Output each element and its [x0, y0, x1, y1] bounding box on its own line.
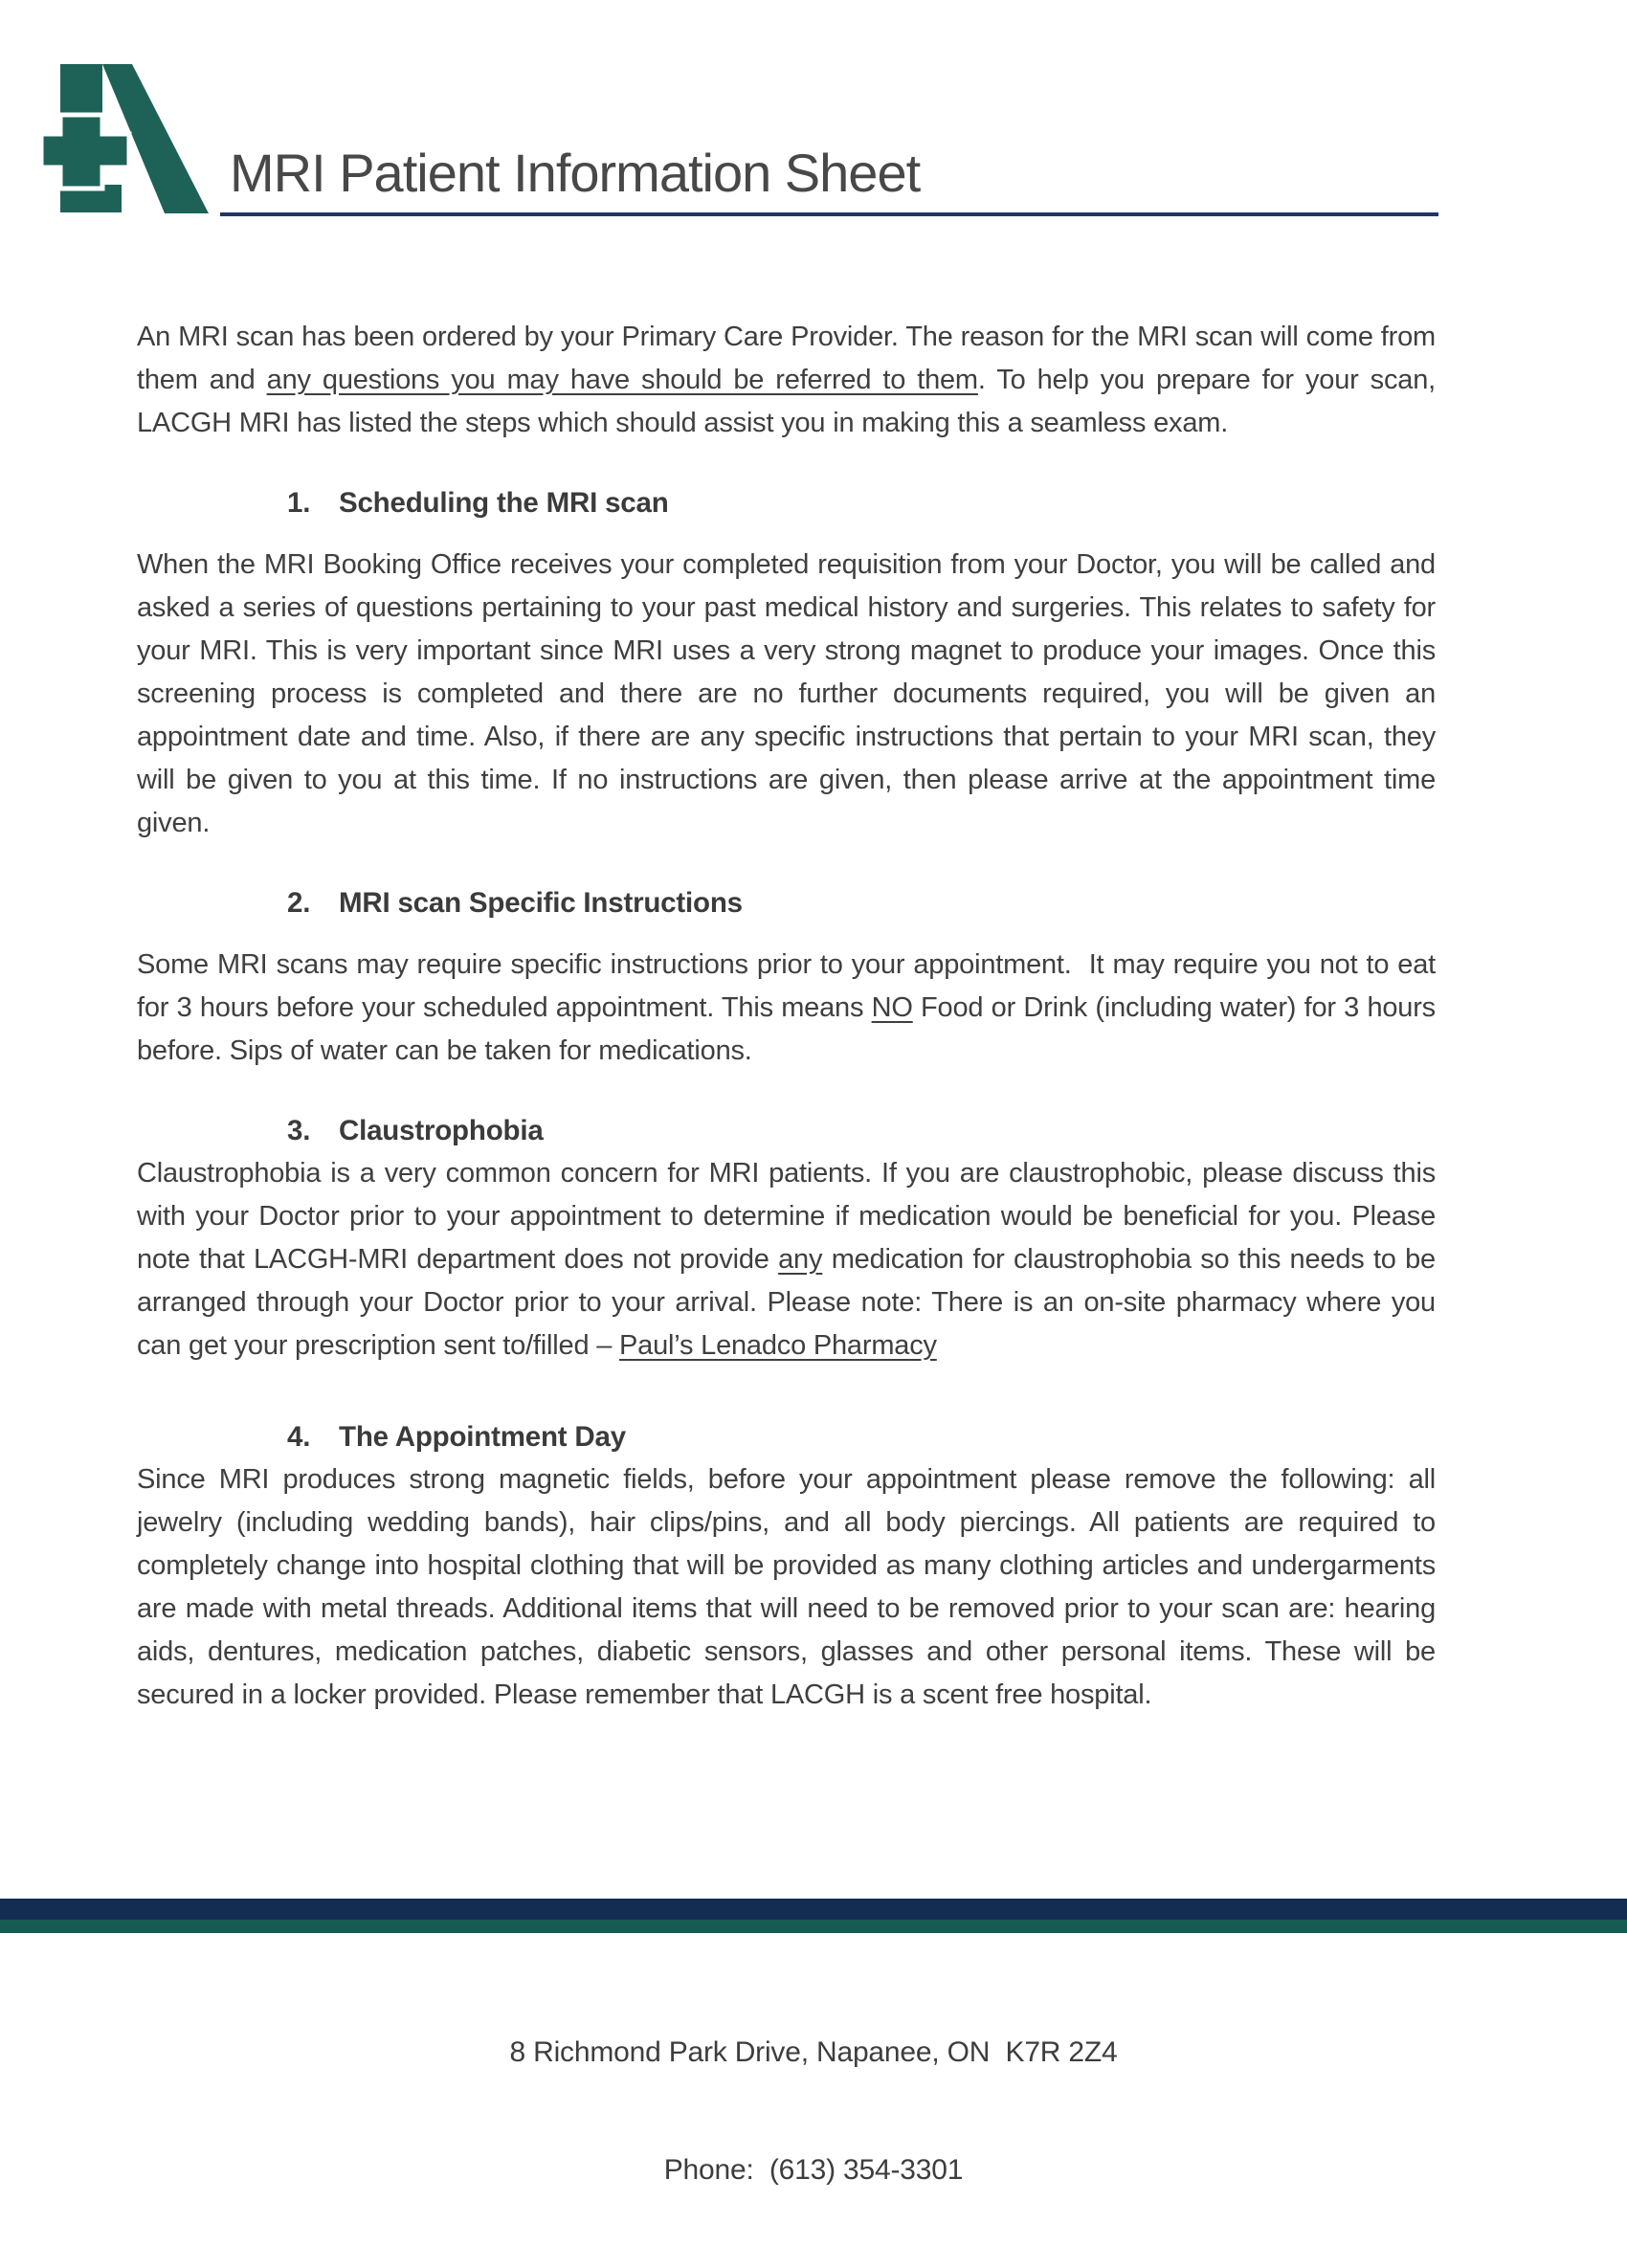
section-paragraph	[137, 1458, 1443, 1717]
document-section	[137, 1415, 1443, 1717]
section-heading	[137, 481, 1436, 524]
text-run: medication for claustrophobia so this needs to be arranged through your Doctor prior to your arrival. Please note: There is an on-site pharmacy where you can get your prescription sent to/filled –	[137, 1244, 1443, 1361]
section-paragraph	[137, 544, 1443, 845]
footer-address: 8 Richmond Park Drive, Napanee, ON K7R 2Z4	[509, 2036, 1118, 2068]
section-title: The Appointment Day	[339, 1421, 626, 1453]
section-title: Claustrophobia	[339, 1115, 544, 1146]
text-run: Since MRI produces strong magnetic fields, before your appointment please remove the following: all jewelry (including wedding bands), hair clips/pins, and all body piercings. All patients are required to completely change into hospital clothing that will be provided as many clothing articles and undergarments are made with metal threads. Additional items that will need to be removed prior to your scan are: hearing aids, dentures, medication patches, diabetic sensors, glasses and other personal items. These will be secured in a locker provided. Please remember that LACGH is a scent free hospital.	[137, 1464, 1443, 1710]
underlined-text: NO	[871, 992, 913, 1023]
section-number: 3.	[287, 1115, 311, 1146]
underlined-text: Paul’s Lenadco Pharmacy	[619, 1330, 937, 1361]
document-body	[137, 316, 1443, 1717]
medical-cross-icon	[41, 115, 129, 189]
footer-bar-navy	[0, 1899, 1627, 1920]
section-list	[137, 481, 1443, 1717]
footer-phone: Phone: (613) 354-3301	[663, 2154, 964, 2186]
text-run: An MRI scan has been ordered by your Primary Care Provider. The reason for the MRI scan will come from them and	[137, 322, 1443, 395]
section-title: MRI scan Specific Instructions	[339, 887, 743, 919]
section-heading	[137, 881, 1436, 924]
section-title: Scheduling the MRI scan	[339, 487, 669, 519]
document-section	[137, 1109, 1443, 1367]
text-run: When the MRI Booking Office receives your completed requisition from your Doctor, you will be called and asked a series of questions pertaining to your past medical history and surgeries. This relates to safety for your MRI. This is very important since MRI uses a very strong magnet to produce your images. Once this screening process is completed and there are no further documents required, you will be given an appointment date and time. Also, if there are any specific instructions that pertain to your MRI scan, they will be given to you at this time. If no instructions are given, then please arrive at the appointment time given.	[137, 549, 1443, 838]
text-run: Food or Drink (including water) for 3 hours before. Sips of water can be taken for medications.	[137, 992, 1443, 1066]
section-number: 2.	[287, 887, 311, 919]
section-number: 4.	[287, 1421, 311, 1453]
document-section	[137, 481, 1443, 845]
page-title: MRI Patient Information Sheet	[230, 143, 921, 203]
text-run: . To help you prepare for your scan, LACGH MRI has listed the steps which should assist you in making this a seamless exam.	[137, 365, 1443, 438]
footer-bar-teal	[0, 1920, 1627, 1933]
text-run: Claustrophobia is a very common concern for MRI patients. If you are claustrophobic, please discuss this with your Doctor prior to your appointment to determine if medication would be beneficial for you. Please note that LACGH-MRI department does not provide	[137, 1158, 1443, 1275]
section-paragraph	[137, 1152, 1443, 1367]
section-paragraph	[137, 944, 1443, 1073]
intro-paragraph	[137, 316, 1443, 445]
underlined-text: any	[778, 1244, 823, 1275]
footer-text	[0, 1954, 1627, 2268]
section-heading	[137, 1109, 1436, 1152]
title-underline	[220, 212, 1438, 216]
underlined-text: any questions you may have should be referred to them	[266, 365, 978, 395]
document-section	[137, 881, 1443, 1073]
section-heading	[137, 1415, 1436, 1458]
section-number: 1.	[287, 487, 311, 519]
text-run: Some MRI scans may require specific instructions prior to your appointment. It may require you not to eat for 3 hours before your scheduled appointment. This means	[137, 949, 1443, 1023]
